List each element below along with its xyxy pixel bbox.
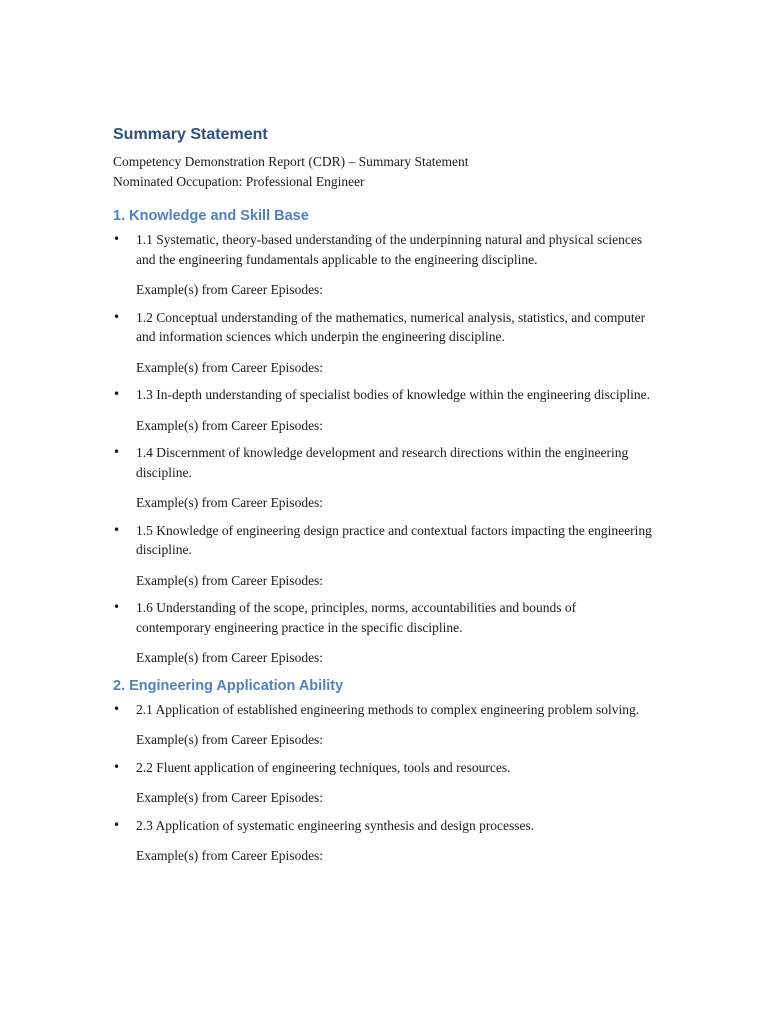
competency-list-section-2 [113,700,653,866]
competency-item-1-4 [113,443,653,513]
competency-item-1-5 [113,521,653,591]
competency-text: 2.1 Application of established engineering methods to complex engineering problem solving. [136,701,640,717]
bullet-icon: • [113,522,121,537]
bullet-icon: • [113,309,121,324]
document-body [113,124,653,874]
example-label: Example(s) from Career Episodes: [136,572,324,588]
example-label: Example(s) from Career Episodes: [136,495,324,510]
example-label: Example(s) from Career Episodes: [136,732,324,747]
document-title: Summary Statement [113,126,268,143]
competency-list-section-1 [113,230,653,668]
example-label: Example(s) from Career Episodes: [136,282,324,297]
bullet-icon: • [113,387,121,401]
competency-text: 2.3 Application of systematic engineering synthesis and design processes. [136,817,535,833]
bullet-icon: • [113,817,121,832]
competency-text: 1.2 Conceptual understanding of the mathematics, numerical analysis, statistics, and computer and information sciences which underpin the engineering discipline. [136,309,646,344]
competency-text: 1.4 Discernment of knowledge development and research directions within the engineering discipline. [136,445,629,480]
bullet-icon: • [113,759,121,774]
competency-item-1-3 [113,385,653,435]
competency-text: 1.6 Understanding of the scope, principles, norms, accountabilities and bounds of contemporary engineering practice in the specific discipline. [136,600,577,635]
competency-item-1-1 [113,230,653,300]
bullet-icon: • [113,445,121,459]
competency-text: 2.2 Fluent application of engineering techniques, tools and resources. [136,759,511,775]
competency-item-2-2 [113,758,653,808]
competency-item-2-1 [113,700,653,750]
example-label: Example(s) from Career Episodes: [136,417,324,433]
example-label: Example(s) from Career Episodes: [136,848,324,863]
competency-text: 1.1 Systematic, theory-based understanding of the underpinning natural and physical sciences and the engineering fundamentals applicable to the engineering discipline. [136,232,643,267]
report-name-line: Competency Demonstration Report (CDR) – Summary Statement [113,154,469,169]
competency-text: 1.5 Knowledge of engineering design practice and contextual factors impacting the engineering discipline. [136,522,652,557]
competency-item-2-3 [113,816,653,866]
example-label: Example(s) from Career Episodes: [136,790,324,805]
competency-item-1-2 [113,308,653,378]
section-heading-knowledge-skill-base: 1. Knowledge and Skill Base [113,208,309,224]
example-label: Example(s) from Career Episodes: [136,359,324,375]
example-label: Example(s) from Career Episodes: [136,650,324,665]
competency-item-1-6 [113,598,653,668]
section-heading-engineering-application-ability: 2. Engineering Application Ability [113,677,344,694]
bullet-icon: • [113,600,121,614]
bullet-icon: • [113,701,121,716]
competency-text: 1.3 In-depth understanding of specialist bodies of knowledge within the engineering discipline. [136,387,651,402]
nominated-occupation-line: Nominated Occupation: Professional Engineer [113,174,365,189]
bullet-icon: • [113,232,121,246]
